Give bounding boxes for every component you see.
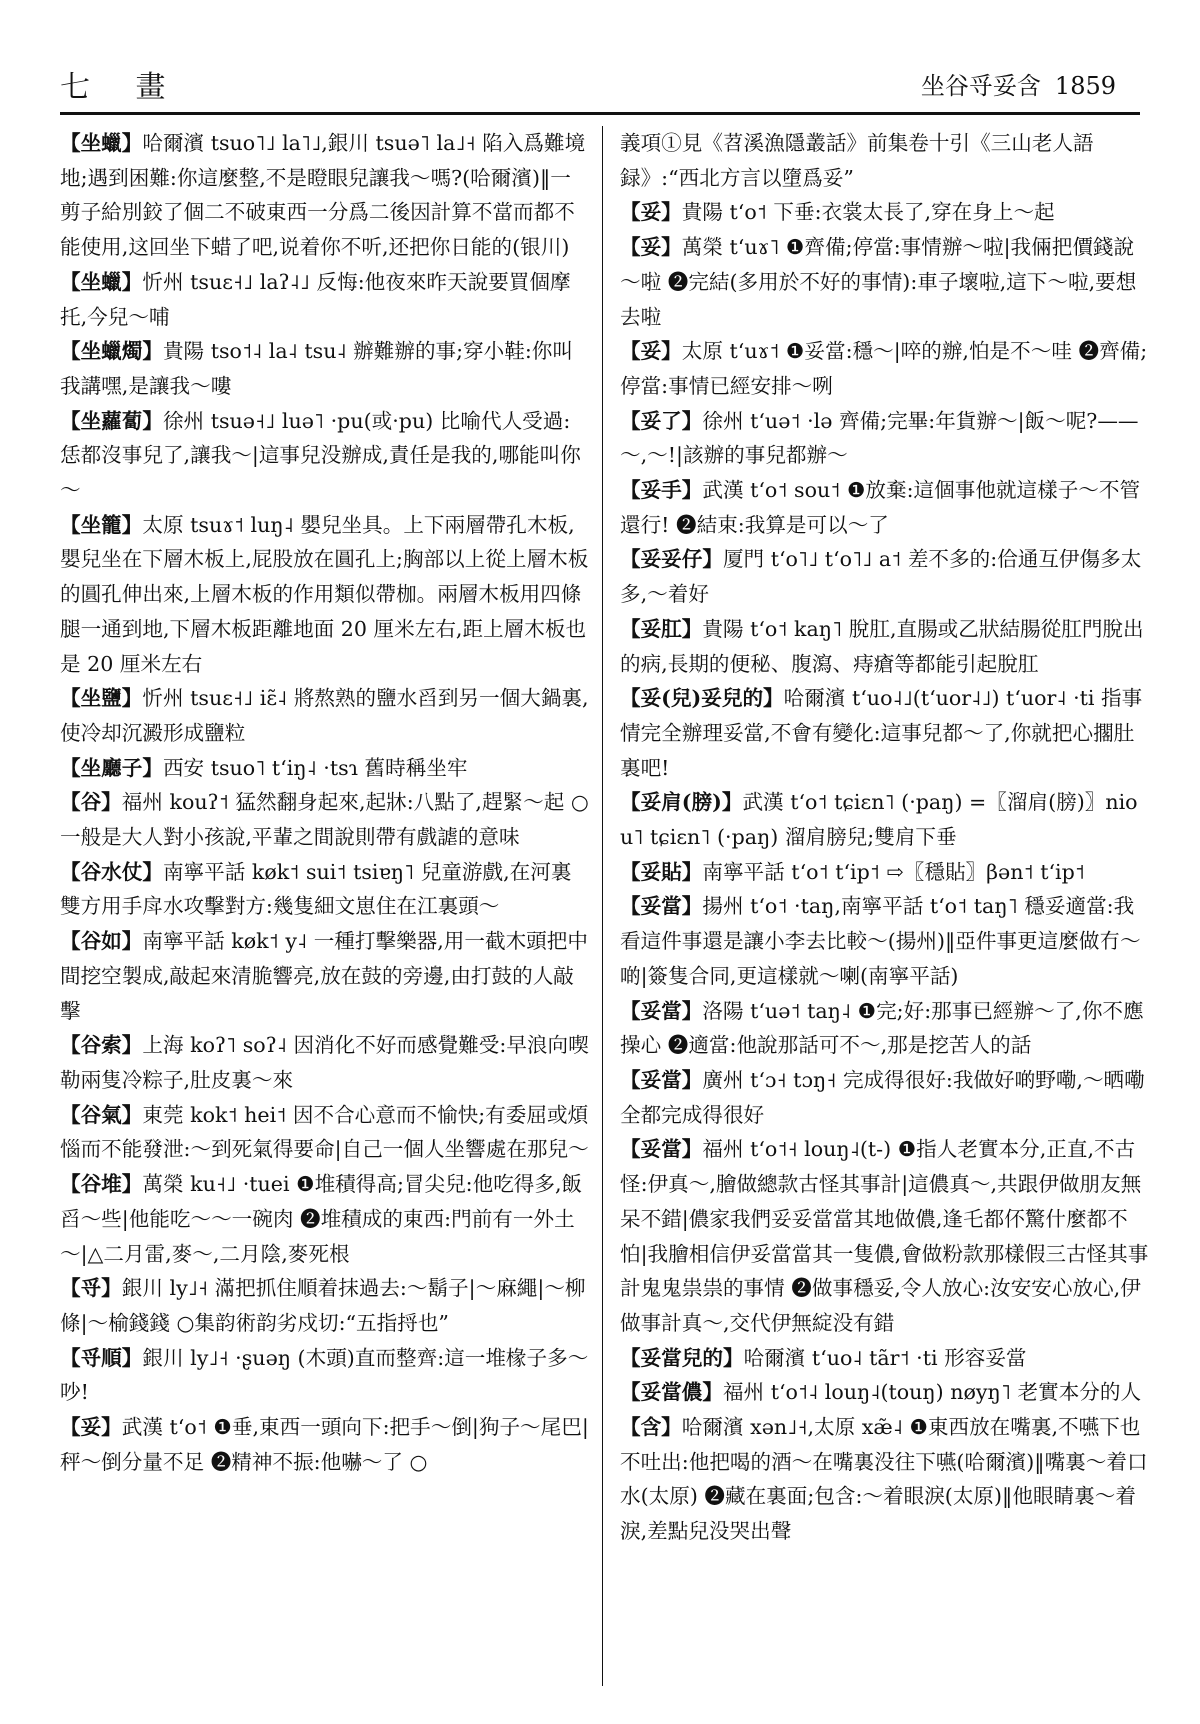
entry-text: 南寧平話 køk˦ y˨ 一種打擊樂器,用一截木頭把中間挖空製成,敲起來清脆響亮,放在鼓的旁邊,由打鼓的人敲擊 (60, 929, 588, 1023)
entry-text: 東莞 kok˦ hei˦ 因不合心意而不愉快;有委屈或煩惱而不能發泄:～到死氣得要命|自己一個人坐響處在那兒～ (60, 1102, 589, 1162)
entry-headword: 【坐蠟】 (60, 131, 143, 155)
entry-text: 福州 kouʔ˦ 猛然翻身起來,起牀:八點了,趕緊～起 ○一般是大人對小孩說,平輩之間說則帶有戲謔的意味 (60, 790, 589, 850)
entry-text: 福州 tʻo˦˨ louŋ˨(touŋ) nøyŋ˥ 老實本分的人 (722, 1380, 1142, 1405)
entry-headword: 【妥當兒的】 (620, 1345, 744, 1370)
dictionary-entry (60, 681, 590, 750)
entry-text: 太原 tsuɤ˦ luŋ˨ 嬰兒坐具。上下兩層帶孔木板,嬰兒坐在下層木板上,屁股放在圓孔上;胸部以上從上層木板的圓孔伸出來,上層木板的作用類似帶枷。兩層木板用四條腿一通到地,下層木板距離地面 20 厘米左右,距上層木板也是 20 厘米左右 (60, 512, 589, 676)
dictionary-entry (60, 1028, 590, 1097)
entry-text: 哈爾濱 tʻuo˨˩(tʻuor˨˩) tʻuor˨ ·ti 指事情完全辦理妥當,不會有變化:這事兒都～了,你就把心擱肚裏吧! (620, 686, 1143, 780)
entry-headword: 【妥】 (60, 1415, 122, 1440)
column-divider (602, 126, 603, 1686)
entry-headword: 【谷氣】 (60, 1102, 143, 1127)
dictionary-entry (60, 265, 590, 334)
entry-text: 武漢 tʻo˦ ❶垂,東西一頭向下:把手～倒|狗子～尾巴|秤～倒分量不足 ❷精神不振:他嚇～了 ○ (60, 1415, 589, 1474)
entry-text: 徐州 tsuə˧˩ luə˥ ·pu(或·pu) 比喻代人受過:恁都沒事兒了,讓我～|這事兒没辦成,責任是我的,哪能叫你～ (60, 408, 581, 503)
entry-headword: 【谷如】 (60, 929, 143, 954)
dictionary-entry (60, 1410, 590, 1479)
dictionary-entry (60, 1167, 590, 1271)
entry-text: 貴陽 tʻo˦ 下垂:衣裳太長了,穿在身上～起 (681, 200, 1055, 225)
entry-text: 貴陽 tʻo˦ kaŋ˥ 脫肛,直腸或乙狀結腸從肛門脫出的病,長期的便秘、腹瀉、痔瘡等都能引起脫肛 (620, 616, 1144, 676)
entry-text: 銀川 ly˩˧ 滿把抓住順着抹過去:～鬍子|～麻繩|～柳條|～榆錢錢 ○集韵術韵劣戍切:“五指捋也” (60, 1276, 586, 1335)
dictionary-entry (620, 889, 1150, 993)
dictionary-entry (620, 195, 1150, 230)
dictionary-entry (620, 1132, 1150, 1340)
entry-headword: 【妥肩(膀)】 (620, 790, 743, 815)
entry-headword: 【坐廳子】 (60, 755, 163, 780)
entry-headword: 【妥當】 (620, 894, 703, 919)
dictionary-entry (60, 785, 590, 854)
entry-headword: 【谷水仗】 (60, 859, 163, 884)
page-number: 1859 (1054, 72, 1116, 100)
dictionary-entry (620, 1375, 1150, 1410)
dictionary-entry (60, 126, 590, 265)
entry-headword: 【妥】 (620, 339, 682, 364)
entry-text: 義項①見《苕溪漁隱叢話》前集卷十引《三山老人語録》:“西北方言以墮爲妥” (620, 131, 1094, 190)
entry-text: 武漢 tʻo˦ sou˦ ❶放棄:這個事他就這樣子～不管還行! ❷結束:我算是可以～了 (620, 478, 1141, 537)
entry-headword: 【寽順】 (60, 1345, 143, 1370)
header-keywords: 坐谷寽妥含 (920, 72, 1041, 100)
page-header-right (921, 66, 1116, 101)
entry-headword: 【坐蠟燭】 (60, 339, 163, 364)
dictionary-entry (60, 1341, 590, 1410)
dictionary-entry (620, 1063, 1150, 1132)
dictionary-entry (620, 994, 1150, 1063)
entry-text: 福州 tʻo˦˧ louŋ˨(t-) ❶指人老實本分,正直,不古怪:伊真～,膾做總款古怪其事計|這儂真～,共跟伊做朋友無呆不錯|儂家我們妥妥當當其地做儂,逢乇都伓驚什麼都不怕|我膾相信伊妥當當其一隻儂,會做粉款那樣假三古怪其事計鬼鬼祟祟的事情 ❷做事穩妥,令人放心:汝安安心放心,伊做事計真～,交代伊無綻没有錯 (620, 1137, 1149, 1335)
entry-headword: 【坐籠】 (60, 512, 143, 537)
dictionary-entry (620, 230, 1150, 334)
section-title: 七 畫 (60, 70, 184, 105)
dictionary-entry (60, 751, 590, 786)
entry-text: 銀川 ly˩˧ ·ʂuəŋ (木頭)直而整齊:這一堆椽子多～吵! (60, 1345, 589, 1405)
header-rule (60, 112, 1140, 115)
dictionary-entry (60, 404, 590, 508)
dictionary-entry (620, 404, 1150, 473)
dictionary-entry (60, 1098, 590, 1167)
entry-headword: 【妥】 (620, 200, 682, 225)
dictionary-entry (620, 126, 1150, 195)
entry-headword: 【妥妥仔】 (620, 547, 723, 572)
entry-headword: 【坐鹽】 (60, 686, 143, 711)
entry-headword: 【妥當儂】 (620, 1380, 723, 1405)
entry-text: 徐州 tʻuə˦ ·lə 齊備;完畢:年貨辦～|飯～呢?——～,～!|該辦的事兒都辦～ (620, 408, 1139, 468)
entry-headword: 【妥肛】 (620, 616, 703, 641)
dictionary-entry (60, 855, 590, 924)
entry-headword: 【谷堆】 (60, 1172, 143, 1197)
entry-headword: 【妥貼】 (620, 859, 703, 884)
entry-headword: 【妥手】 (620, 478, 703, 503)
entry-text: 西安 tsuo˥ tʻiŋ˨ ·tsɿ 舊時稱坐牢 (162, 755, 468, 780)
entry-text: 哈爾濱 tʻuo˨ tãr˦ ·ti 形容妥當 (743, 1345, 1027, 1370)
entry-text: 南寧平話 køk˦ sui˦ tsiɐŋ˥ 兒童游戲,在河裏雙方用手戽水攻擊對方:幾隻細文崽住在江裏頭～ (60, 859, 572, 919)
entry-text: 哈爾濱 xən˩˧,太原 xæ̃˨ ❶東西放在嘴裏,不嚥下也不吐出:他把喝的酒～在嘴裏没往下嚥(哈爾濱)‖嘴裏～着口水(太原) ❷藏在裏面;包含:～着眼淚(太原)‖他眼睛裏～着淚,差點兒没哭出聲 (620, 1415, 1148, 1544)
dictionary-entry (60, 1271, 590, 1340)
entry-headword: 【坐蘿蔔】 (60, 408, 163, 433)
entry-text: 太原 tʻuɤ˦ ❶妥當:穩～|啐的辦,怕是不～哇 ❷齊備;停當:事情已經安排～咧 (620, 339, 1148, 398)
entry-text: 萬榮 tʻuɤ˥ ❶齊備;停當:事情辦～啦|我倆把價錢說～啦 ❷完結(多用於不好的事情):車子壞啦,這下～啦,要想去啦 (620, 235, 1137, 329)
entry-headword: 【坐蠟】 (60, 269, 143, 294)
entry-headword: 【妥當】 (620, 998, 703, 1023)
entry-headword: 【妥】 (620, 235, 682, 260)
entry-text: 武漢 tʻo˦ tɕiɛn˥ (·paŋ) =〖溜肩(膀)〗niou˥ tɕiɛn˥ (·paŋ) 溜肩膀兒;雙肩下垂 (620, 790, 1138, 850)
dictionary-entry (620, 334, 1150, 403)
entry-headword: 【妥當】 (620, 1067, 703, 1092)
dictionary-entry (620, 681, 1150, 785)
dictionary-entry (620, 542, 1150, 611)
dictionary-entry (620, 855, 1150, 890)
entry-headword: 【寽】 (60, 1276, 122, 1301)
left-column (60, 126, 590, 1479)
entry-text: 南寧平話 tʻo˦ tʻip˦ ⇨〖穩貼〗βən˦ tʻip˦ (702, 859, 1085, 884)
entry-headword: 【谷】 (60, 790, 122, 815)
entry-headword: 【妥(兒)妥兒的】 (620, 686, 784, 711)
dictionary-entry (60, 924, 590, 1028)
dictionary-entry (620, 473, 1150, 542)
dictionary-entry (60, 334, 590, 403)
dictionary-entry (620, 1341, 1150, 1376)
dictionary-entry (620, 1410, 1150, 1549)
entry-text: 貴陽 tso˦˨ la˨ tsu˨ 辦難辦的事;穿小鞋:你叫我講嘿,是讓我～嘍 (60, 339, 573, 398)
entry-text: 揚州 tʻo˦ ·taŋ,南寧平話 tʻo˦ taŋ˥ 穩妥適當:我看這件事還是讓小李去比較～(揚州)‖亞件事更這麼做冇～啲|簽隻合同,更這樣就～喇(南寧平話) (620, 894, 1141, 988)
entry-text: 萬榮 ku˧˩ ·tuei ❶堆積得高;冒尖兒:他吃得多,飯舀～些|他能吃～～一碗肉 ❷堆積成的東西:門前有一外土～|△二月雷,麥～,二月陰,麥死根 (60, 1172, 583, 1266)
entry-text: 忻州 tsuɛ˧˩ laʔ˨˩ 反悔:他夜來昨天說要買個摩托,今兒～哺 (60, 269, 571, 329)
entry-text: 上海 koʔ˥ soʔ˨ 因消化不好而感覺難受:早浪向喫勒兩隻冷粽子,肚皮裏～來 (60, 1033, 589, 1092)
entry-headword: 【谷索】 (60, 1033, 143, 1058)
entry-text: 洛陽 tʻuə˦ taŋ˨ ❶完;好:那事已經辦～了,你不應操心 ❷適當:他說那話可不～,那是挖苦人的話 (620, 998, 1144, 1058)
entry-text: 忻州 tsuɛ˧˩ iɛ̃˨ 將熬熟的鹽水舀到另一個大鍋裏,使冷却沉澱形成鹽粒 (60, 686, 589, 745)
dictionary-entry (620, 612, 1150, 681)
entry-headword: 【妥當】 (620, 1137, 703, 1162)
entry-headword: 【妥了】 (620, 408, 703, 433)
entry-text: 廣州 tʻɔ˧ tɔŋ˧ 完成得很好:我做好啲野嘞,～晒嘞全都完成得很好 (620, 1067, 1145, 1127)
dictionary-entry (60, 508, 590, 682)
right-column (620, 126, 1150, 1549)
entry-headword: 【含】 (620, 1415, 682, 1440)
entry-text: 哈爾濱 tsuo˥˩ la˥˩,銀川 tsuə˥ la˩˧ 陷入爲難境地;遇到困難:你這麼整,不是瞪眼兒讓我～嗎?(哈爾濱)‖一剪子給別鉸了個二不破東西一分爲二後因計算不當而都不能使用,这回坐下蜡了吧,说着你不听,还把你日能的(银川) (60, 131, 586, 260)
dictionary-entry (620, 785, 1150, 854)
entry-text: 厦門 tʻo˥˩ tʻo˥˩ a˦ 差不多的:佮通互伊傷多太多,～着好 (620, 547, 1142, 607)
